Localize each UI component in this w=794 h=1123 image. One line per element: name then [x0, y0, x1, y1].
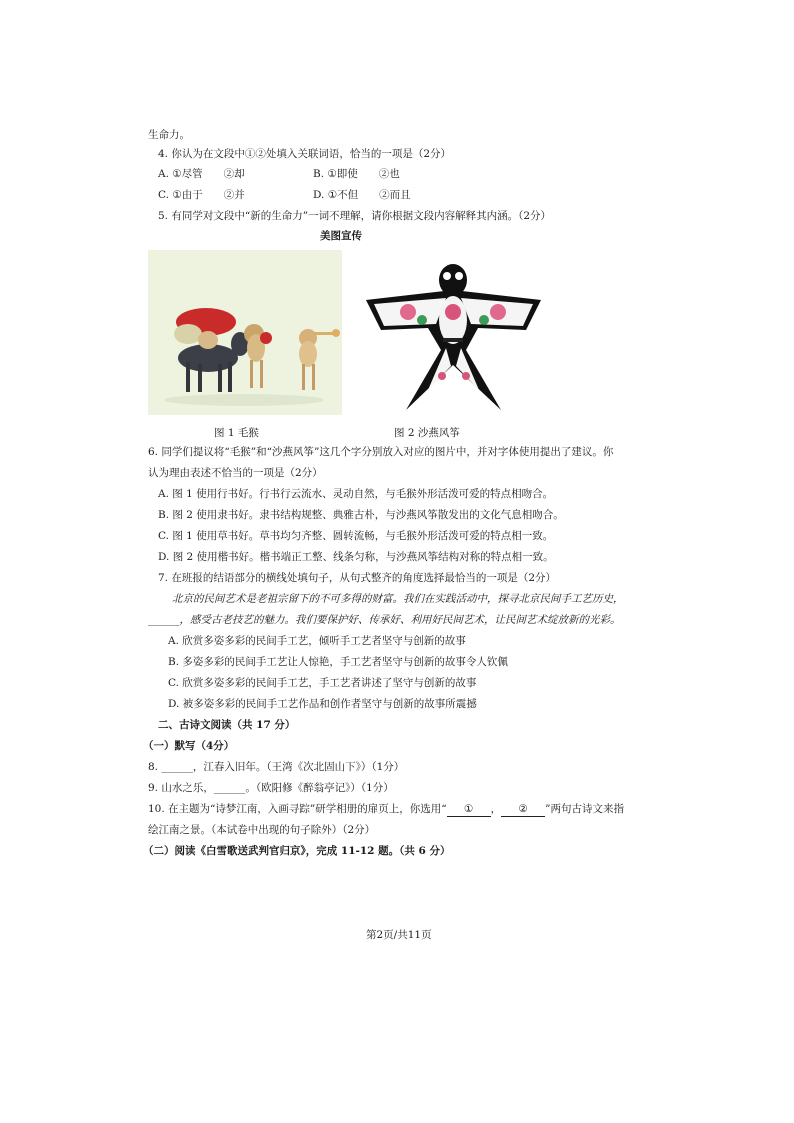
question-4: 4. 你认为在文段中①②处填入关联词语，恰当的一项是（2分） — [158, 148, 452, 160]
question-8: 8. ______，江春入旧年。（王湾《次北固山下》）（1分） — [148, 761, 405, 773]
q4-option-b: B. ①即使 ②也 — [313, 168, 400, 180]
q6-option-b: B. 图 2 使用隶书好。隶书结构规整、典雅古朴，与沙燕风筝散发出的文化气息相吻合。 — [158, 509, 564, 521]
q7-passage-line-1: 北京的民间艺术是老祖宗留下的不可多得的财富。我们在实践活动中，探寻北京民间手工艺历史， — [172, 593, 624, 605]
q10-blank-2: ② — [501, 802, 545, 817]
subsection-2-heading: （二）阅读《白雪歌送武判官归京》，完成 11-12 题。（共 6 分） — [143, 845, 451, 857]
q6-option-d: D. 图 2 使用楷书好。楷书端正工整、线条匀称，与沙燕风筝结构对称的特点相一致。 — [158, 551, 554, 563]
question-6-line-1: 6. 同学们提议将“毛猴”和“沙燕风筝”这几个字分别放入对应的图片中，并对字体使用提出了建议。你 — [148, 446, 614, 458]
question-10-line-2: 绘江南之景。（本试卷中出现的句子除外）（2分） — [148, 824, 376, 836]
question-5: 5. 有同学对文段中“新的生命力”一词不理解，请你根据文段内容解释其内涵。（2分） — [158, 210, 552, 222]
figure-1-monkey-image — [148, 250, 342, 415]
question-7: 7. 在班报的结语部分的横线处填句子，从句式整齐的角度选择最恰当的一项是（2分） — [158, 572, 557, 584]
figure-title: 美图宣传 — [320, 230, 362, 242]
q7-option-b: B. 多姿多彩的民间手工艺让人惊艳，手工艺者坚守与创新的故事令人钦佩 — [168, 656, 508, 668]
figure-2-caption: 图 2 沙燕风筝 — [394, 427, 460, 439]
q7-option-d: D. 被多姿多彩的民间手工艺作品和创作者坚守与创新的故事所震撼 — [168, 698, 477, 710]
q7-option-c: C. 欣赏多姿多彩的民间手工艺，手工艺者讲述了坚守与创新的故事 — [168, 677, 477, 689]
subsection-1-heading: （一）默写（4分） — [143, 740, 235, 752]
q7-option-a: A. 欣赏多姿多彩的民间手工艺，倾听手工艺者坚守与创新的故事 — [168, 635, 466, 647]
section-2-heading: 二、古诗文阅读（共 17 分） — [158, 719, 296, 731]
q4-option-a: A. ①尽管 ②却 — [158, 168, 245, 180]
text-line: 生命力。 — [148, 129, 190, 141]
q10-blank-1: ① — [447, 802, 491, 817]
q10-text-suffix: ”两句古诗文来指 — [545, 803, 625, 815]
q10-text-prefix: 10. 在主题为“诗梦江南，入画寻踪”研学相册的扉页上，你选用“ — [148, 803, 447, 815]
q4-option-d: D. ①不但 ②而且 — [313, 189, 411, 201]
q7-passage-line-2: ______，感受古老技艺的魅力。我们要保护好、传承好、利用好民间艺术，让民间艺术绽放新的光彩。 — [148, 614, 621, 626]
figure-2-kite-image — [366, 250, 541, 415]
question-9: 9. 山水之乐，______。（欧阳修《醉翁亭记》）（1分） — [148, 782, 394, 794]
swallow-kite-illustration — [366, 250, 541, 415]
question-6-line-2: 认为理由表述不恰当的一项是（2分） — [148, 467, 323, 479]
q6-option-c: C. 图 1 使用草书好。草书均匀齐整、圆转流畅，与毛猴外形活泼可爱的特点相一致。 — [158, 530, 554, 542]
page-footer: 第2页/共11页 — [366, 929, 432, 941]
q10-separator: ， — [490, 803, 502, 815]
figure-1-caption: 图 1 毛猴 — [214, 427, 259, 439]
q4-option-c: C. ①由于 ②并 — [158, 189, 245, 201]
monkey-figurine-illustration — [148, 250, 342, 415]
q6-option-a: A. 图 1 使用行书好。行书行云流水、灵动自然，与毛猴外形活泼可爱的特点相吻合。 — [158, 488, 554, 500]
question-10-line-1 — [148, 802, 624, 817]
